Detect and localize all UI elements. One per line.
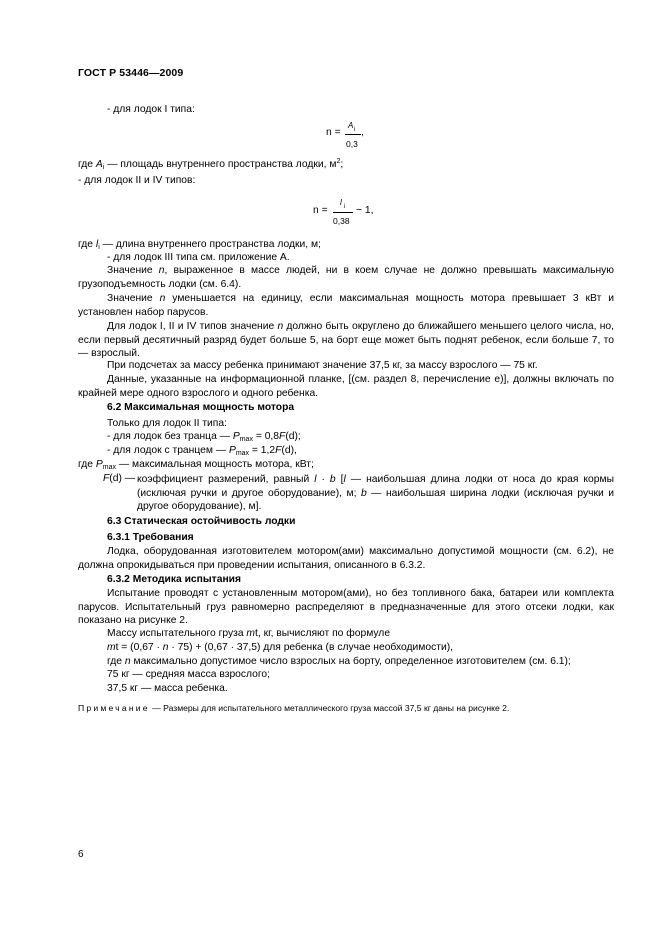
page-number: 6 — [78, 849, 84, 860]
section-heading-6-3-1: 6.3.1 Требования — [107, 532, 194, 543]
paragraph: Значение n, выраженное в массе людей, ни в коем случае не должно превышать максимальную грузоподъемность лодки (см. 6.4). — [78, 265, 615, 290]
note-label: Примечание — [78, 703, 150, 713]
text-line: 75 кг — средняя масса взрослого; — [107, 669, 271, 680]
text-line: где $A_i$ — площадь внутреннего пространства лодки, $м^2$; — [78, 158, 344, 171]
formula-numerator-sub: i — [344, 204, 346, 210]
text-line: - для лодок без транца — $P_{max} = 0,8F(d)$; — [107, 431, 301, 443]
paragraph: Испытание проводят с установленным мотором(ами), но без топливного бака, батареи или комплекта парусов. Испытательный груз равномерно распределяют в предназначенные для этого отсеки лодки, как показано на рисунке 2. — [78, 588, 614, 626]
formula-lhs: n = — [326, 127, 341, 138]
note-text: — Размеры для испытательного металлического груза массой 37,5 кг даны на рисунке 2. — [149, 703, 510, 713]
formula-2 — [313, 196, 393, 230]
paragraph: Лодка, оборудованная изготовителем мотором(ами) максимально допустимой мощности (см. 6.2), не должна опрокидываться при проведении испытания, описанного в 6.3.2. — [78, 546, 614, 571]
text-line: где n максимально допустимое число взрослых на борту, определенное изготовителем (см. 6.1); — [107, 656, 571, 667]
text-line: - для лодок II и IV типов: — [78, 175, 196, 186]
formula-numerator: l — [340, 198, 342, 207]
formula-numerator: A — [348, 121, 354, 130]
note — [78, 702, 598, 714]
text-line: - для лодок I типа: — [107, 104, 195, 115]
text-line: - для лодок с транцем — $P_{max} = 1,2F(d)$, — [107, 445, 297, 457]
formula-denominator: 0,3 — [346, 139, 358, 149]
formula-numerator-sub: i — [354, 127, 356, 133]
text-line: 37,5 кг — масса ребенка. — [107, 683, 228, 694]
formula-trail: − 1, — [356, 205, 374, 216]
text-line: Массу испытательного груза mt, кг, вычисляют по формуле — [107, 628, 391, 639]
formula-trail: , — [361, 127, 364, 138]
paragraph: Данные, указанные на информационной планке, [(см. раздел 8, перечисление е)], должны включать по крайней мере одного взрослого и одного ребенка. — [78, 374, 614, 399]
definition-text: коэффициент размерений, равный l · b [l — наибольшая длина лодки от носа до края кормы (исключая ручки и другое оборудование), м; b — наибольшая ширина лодки (исключая ручки и другое оборудование), м]. — [137, 474, 614, 512]
text-line: где $l_i$ — длина внутреннего пространства лодки, м; — [78, 239, 321, 251]
text-line: mt = (0,67 · n · 75) + (0,67 · 37,5) для ребенка (в случае необходимости), — [107, 642, 453, 653]
formula-lhs: n = — [313, 205, 328, 216]
section-heading-6-3-2: 6.3.2 Методика испытания — [107, 574, 241, 585]
text-line: F(d) — — [103, 473, 136, 484]
formula-denominator: 0,38 — [333, 216, 350, 226]
paragraph: Значение n уменьшается на единицу, если максимальная мощность мотора превышает 3 кВт и установлен набор парусов. — [78, 293, 614, 318]
document-header: ГОСТ Р 53446—2009 — [78, 67, 184, 79]
text-line: где $P_{max}$ — максимальная мощность мотора, кВт; — [78, 459, 314, 471]
paragraph: При подсчетах за массу ребенка принимают значение 37,5 кг, за массу взрослого — 75 кг. — [107, 360, 538, 371]
text-line: - для лодок III типа см. приложение А. — [107, 252, 290, 263]
section-heading-6-2: 6.2 Максимальная мощность мотора — [107, 402, 295, 413]
paragraph: Для лодок I, II и IV типов значение n должно быть округлено до ближайшего меньшего целого числа, но, если первый десятичный разряд будет больше 5, на борт еще может быть поднят ребенок, если больше 7, то — взрослый. — [78, 321, 614, 359]
formula-1 — [326, 118, 386, 152]
section-heading-6-3: 6.3 Статическая остойчивость лодки — [107, 516, 296, 527]
text-line: Только для лодок II типа: — [107, 418, 227, 429]
